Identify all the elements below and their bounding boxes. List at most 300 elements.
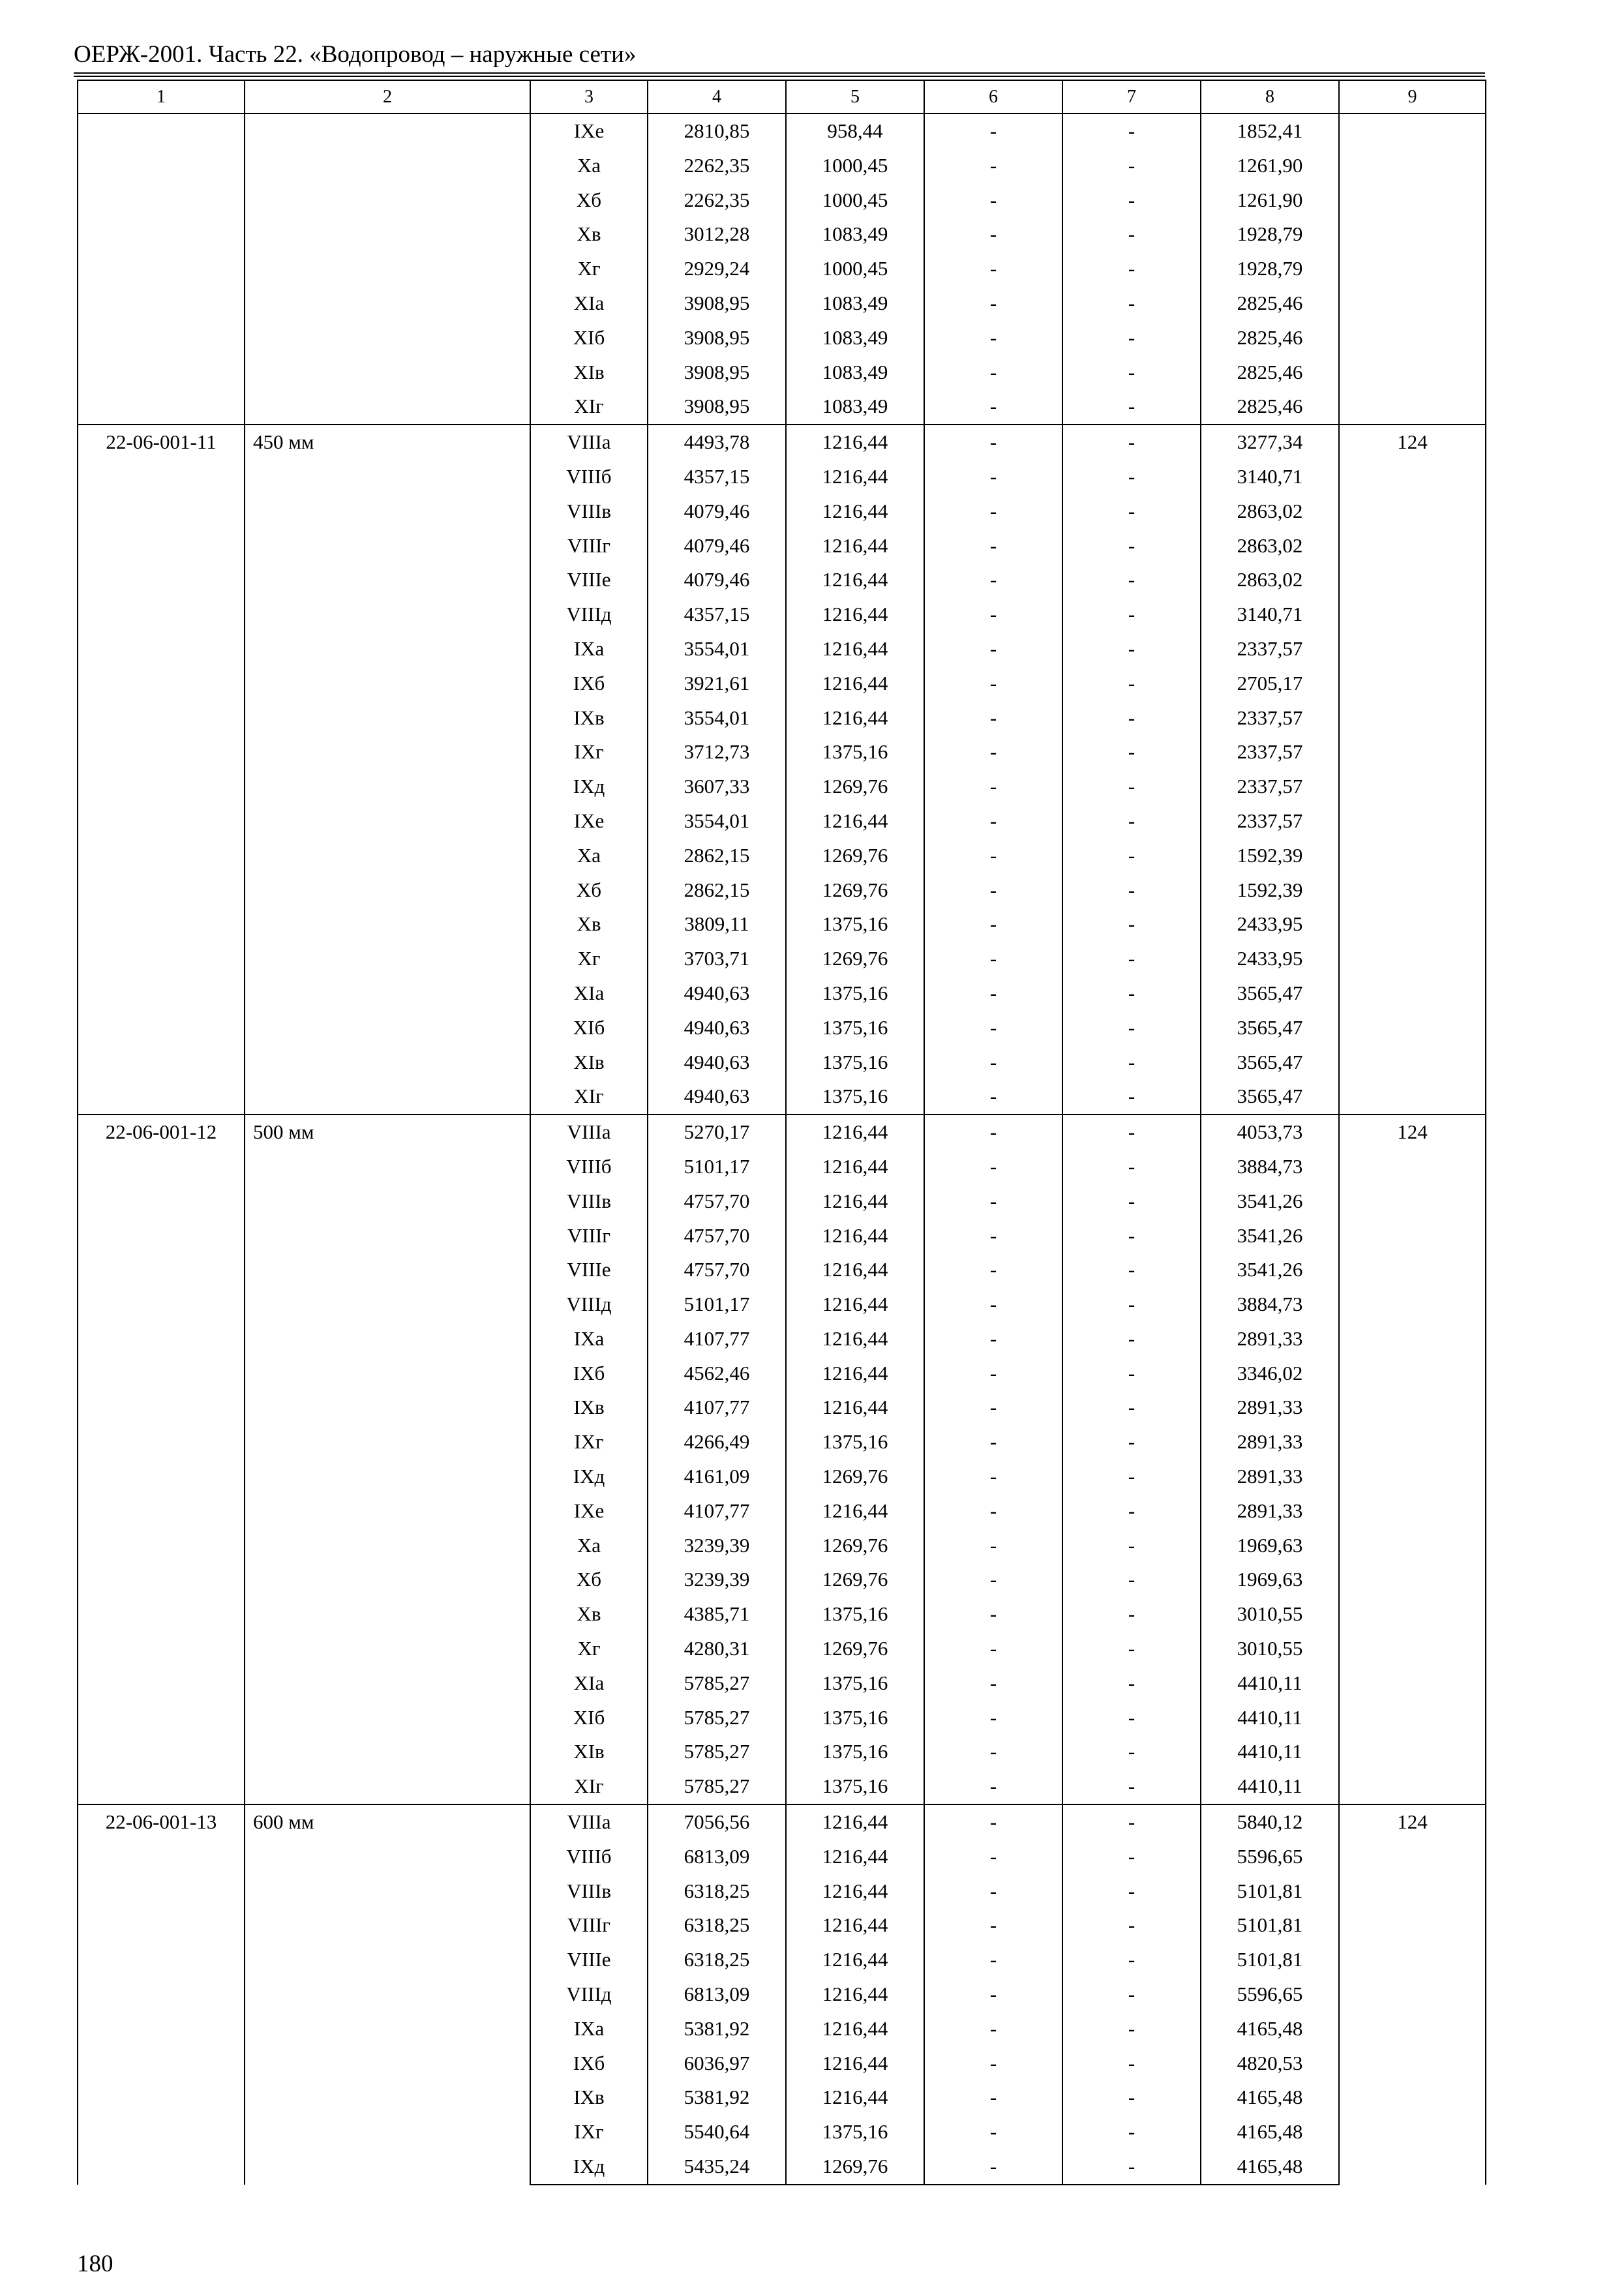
value-cell: - [1062,907,1201,942]
table-row [78,1115,1486,1150]
value-cell: 3239,39 [648,1529,786,1563]
zone-cell: VIIIд [530,1977,648,2012]
value-cell: - [1062,1322,1201,1356]
value-cell: 2891,33 [1201,1322,1339,1356]
value-cell: - [924,597,1062,632]
value-cell: 4940,63 [648,1011,786,1045]
value-cell: 1083,49 [786,217,924,252]
value-cell: 1375,16 [786,1597,924,1632]
value-cell: 3565,47 [1201,1079,1339,1115]
zone-cell: IXа [530,632,648,666]
value-cell: - [924,286,1062,321]
value-cell: - [1062,113,1201,149]
value-cell: 3565,47 [1201,1011,1339,1045]
value-cell: 1592,39 [1201,873,1339,908]
value-cell: 1216,44 [786,804,924,839]
value-cell: - [1062,1356,1201,1391]
zone-cell: Xа [530,149,648,183]
value-cell: - [924,666,1062,701]
value-cell: 3703,71 [648,942,786,976]
value-cell: 3908,95 [648,355,786,390]
value-cell: 958,44 [786,113,924,149]
value-cell: 4165,48 [1201,2149,1339,2185]
value-cell: - [924,1908,1062,1943]
value-cell: 1375,16 [786,735,924,770]
value-cell: 2863,02 [1201,529,1339,563]
value-cell: 4410,11 [1201,1735,1339,1769]
value-cell: 3346,02 [1201,1356,1339,1391]
value-cell: - [1062,1425,1201,1459]
table-body [78,80,1486,2185]
zone-cell: IXг [530,2115,648,2149]
value-cell: 1269,76 [786,770,924,804]
value-cell: - [1062,286,1201,321]
zone-cell: IXб [530,666,648,701]
column-number: 7 [1062,80,1201,113]
value-cell: 1216,44 [786,701,924,736]
table-row [78,113,1486,149]
value-cell: 6318,25 [648,1908,786,1943]
zone-cell: Xг [530,252,648,286]
value-cell: - [1062,735,1201,770]
zone-cell: Xб [530,1563,648,1597]
value-cell: - [924,1459,1062,1494]
value-cell: 5596,65 [1201,1840,1339,1874]
zone-cell: IXе [530,804,648,839]
value-cell: 4107,77 [648,1494,786,1529]
value-cell: 2825,46 [1201,321,1339,355]
value-cell: 3541,26 [1201,1184,1339,1219]
value-cell: - [924,1735,1062,1769]
value-cell: 1216,44 [786,1494,924,1529]
value-cell: 4079,46 [648,529,786,563]
value-cell: - [1062,1011,1201,1045]
value-cell: - [924,1287,1062,1322]
value-cell: - [924,2080,1062,2115]
zone-cell: XIв [530,1045,648,1080]
value-cell: 3277,34 [1201,425,1339,460]
value-cell: - [1062,1390,1201,1425]
value-cell: 1375,16 [786,976,924,1011]
value-cell: - [924,701,1062,736]
column-number: 1 [78,80,245,113]
zone-cell: IXа [530,2012,648,2046]
value-cell: - [1062,1529,1201,1563]
value-cell: 4053,73 [1201,1115,1339,1150]
value-cell: - [924,1079,1062,1115]
value-cell: 1969,63 [1201,1563,1339,1597]
value-cell: - [924,389,1062,425]
value-cell: 1083,49 [786,286,924,321]
value-cell: - [1062,1977,1201,2012]
value-cell: - [1062,529,1201,563]
value-cell: - [1062,1287,1201,1322]
value-cell: - [924,1597,1062,1632]
value-cell: - [1062,355,1201,390]
value-cell: - [924,1769,1062,1804]
zone-cell: Xг [530,1632,648,1666]
value-cell: - [924,1632,1062,1666]
value-cell: - [1062,389,1201,425]
value-cell: - [924,1874,1062,1909]
value-cell: 5540,64 [648,2115,786,2149]
value-cell: 4410,11 [1201,1701,1339,1735]
zone-cell: IXв [530,701,648,736]
value-cell: 4107,77 [648,1390,786,1425]
value-cell: 3010,55 [1201,1632,1339,1666]
zone-cell: VIIIа [530,425,648,460]
zone-cell: VIIIв [530,494,648,529]
value-cell: - [1062,1563,1201,1597]
zone-cell: VIIIа [530,1804,648,1840]
zone-cell: VIIIб [530,1150,648,1184]
value-cell: 5101,81 [1201,1874,1339,1909]
value-cell: - [924,529,1062,563]
value-cell: - [924,2046,1062,2081]
value-cell: 1928,79 [1201,252,1339,286]
value-cell: 3554,01 [648,632,786,666]
rate-code: 22-06-001-13 [78,1804,245,2185]
rate-code [78,113,245,425]
zone-cell: Xб [530,873,648,908]
value-cell: 1083,49 [786,321,924,355]
value-cell: 2337,57 [1201,632,1339,666]
value-cell: - [924,1011,1062,1045]
value-cell: 2433,95 [1201,942,1339,976]
zone-cell: VIIIб [530,460,648,494]
zone-cell: VIIIд [530,597,648,632]
column-number: 6 [924,80,1062,113]
value-cell: - [1062,1943,1201,1977]
zone-cell: XIа [530,1666,648,1701]
zone-cell: XIб [530,321,648,355]
value-cell: 1216,44 [786,1804,924,1840]
value-cell: 4079,46 [648,563,786,597]
value-cell: - [924,1184,1062,1219]
value-cell: 4165,48 [1201,2115,1339,2149]
value-cell: 1375,16 [786,1701,924,1735]
value-cell: 4493,78 [648,425,786,460]
zone-cell: VIIIв [530,1874,648,1909]
value-cell: 1216,44 [786,2012,924,2046]
value-cell: - [1062,1219,1201,1253]
value-cell: 4820,53 [1201,2046,1339,2081]
value-cell: - [924,632,1062,666]
value-cell: 4940,63 [648,976,786,1011]
pipe-diameter: 600 мм [245,1804,530,2185]
table-row [78,425,1486,460]
zone-cell: XIг [530,389,648,425]
value-cell: 1216,44 [786,2080,924,2115]
norm-value [1339,113,1486,425]
value-cell: 4357,15 [648,597,786,632]
value-cell: - [924,1356,1062,1391]
value-cell: 5840,12 [1201,1804,1339,1840]
value-cell: 1216,44 [786,460,924,494]
value-cell: - [924,1253,1062,1287]
value-cell: 1216,44 [786,1977,924,2012]
value-cell: - [924,2115,1062,2149]
value-cell: 2891,33 [1201,1390,1339,1425]
zone-cell: Xг [530,942,648,976]
value-cell: 5785,27 [648,1666,786,1701]
value-cell: 3554,01 [648,701,786,736]
value-cell: - [924,1322,1062,1356]
zone-cell: XIг [530,1079,648,1115]
value-cell: 1000,45 [786,252,924,286]
value-cell: - [1062,1840,1201,1874]
value-cell: 2825,46 [1201,389,1339,425]
value-cell: - [924,735,1062,770]
zone-cell: Xа [530,839,648,873]
value-cell: 5596,65 [1201,1977,1339,2012]
norm-value: 124 [1339,1115,1486,1804]
zone-cell: IXа [530,1322,648,1356]
zone-cell: Xв [530,217,648,252]
value-cell: 3921,61 [648,666,786,701]
value-cell: - [924,563,1062,597]
value-cell: - [924,770,1062,804]
value-cell: 2863,02 [1201,563,1339,597]
value-cell: 1969,63 [1201,1529,1339,1563]
value-cell: 3607,33 [648,770,786,804]
value-cell: - [1062,1804,1201,1840]
zone-cell: IXе [530,1494,648,1529]
value-cell: 2891,33 [1201,1425,1339,1459]
value-cell: 4079,46 [648,494,786,529]
value-cell: - [924,873,1062,908]
rate-code: 22-06-001-11 [78,425,245,1115]
value-cell: 4757,70 [648,1219,786,1253]
value-cell: 1216,44 [786,529,924,563]
value-cell: 2705,17 [1201,666,1339,701]
value-cell: 1216,44 [786,1943,924,1977]
value-cell: 5785,27 [648,1735,786,1769]
value-cell: - [1062,2115,1201,2149]
zone-cell: Xа [530,1529,648,1563]
value-cell: - [1062,873,1201,908]
value-cell: 4280,31 [648,1632,786,1666]
value-cell: - [924,217,1062,252]
value-cell: - [1062,1666,1201,1701]
value-cell: - [924,321,1062,355]
value-cell: 1216,44 [786,666,924,701]
header-rule [74,76,1485,77]
value-cell: 1216,44 [786,1356,924,1391]
value-cell: 2862,15 [648,839,786,873]
value-cell: 2337,57 [1201,701,1339,736]
value-cell: - [1062,1150,1201,1184]
value-cell: - [924,1804,1062,1840]
value-cell: 1269,76 [786,1563,924,1597]
value-cell: 1269,76 [786,1529,924,1563]
value-cell: 4165,48 [1201,2012,1339,2046]
value-cell: - [1062,2046,1201,2081]
pipe-diameter: 500 мм [245,1115,530,1804]
value-cell: - [1062,2080,1201,2115]
value-cell: 4940,63 [648,1079,786,1115]
value-cell: - [924,1977,1062,2012]
column-number: 4 [648,80,786,113]
value-cell: 5101,81 [1201,1943,1339,1977]
value-cell: - [1062,804,1201,839]
page-number: 180 [77,2251,113,2277]
zone-cell: XIб [530,1011,648,1045]
header-rule [74,72,1485,74]
value-cell: - [924,113,1062,149]
value-cell: 2862,15 [648,873,786,908]
zone-cell: VIIIг [530,1219,648,1253]
value-cell: - [924,1045,1062,1080]
value-cell: - [924,2012,1062,2046]
value-cell: - [1062,149,1201,183]
value-cell: 1269,76 [786,1632,924,1666]
value-cell: 1216,44 [786,1184,924,1219]
value-cell: 5101,81 [1201,1908,1339,1943]
value-cell: - [924,355,1062,390]
value-cell: 1216,44 [786,425,924,460]
value-cell: - [1062,632,1201,666]
zone-cell: VIIIв [530,1184,648,1219]
pipe-diameter [245,113,530,425]
norm-value: 124 [1339,425,1486,1115]
value-cell: 1083,49 [786,355,924,390]
value-cell: 1261,90 [1201,149,1339,183]
value-cell: 1216,44 [786,1150,924,1184]
value-cell: 1216,44 [786,1115,924,1150]
value-cell: 1928,79 [1201,217,1339,252]
zone-cell: XIв [530,355,648,390]
value-cell: 4940,63 [648,1045,786,1080]
column-number: 2 [245,80,530,113]
value-cell: 1375,16 [786,1425,924,1459]
value-cell: 5785,27 [648,1769,786,1804]
value-cell: 3884,73 [1201,1287,1339,1322]
value-cell: 3884,73 [1201,1150,1339,1184]
value-cell: 2825,46 [1201,286,1339,321]
value-cell: - [1062,217,1201,252]
zone-cell: IXв [530,2080,648,2115]
value-cell: - [1062,563,1201,597]
zone-cell: XIг [530,1769,648,1804]
value-cell: 3908,95 [648,321,786,355]
value-cell: 6813,09 [648,1840,786,1874]
value-cell: 1375,16 [786,1735,924,1769]
value-cell: 1216,44 [786,597,924,632]
value-cell: - [1062,701,1201,736]
value-cell: - [924,1529,1062,1563]
value-cell: - [924,907,1062,942]
value-cell: - [1062,1769,1201,1804]
value-cell: 5101,17 [648,1287,786,1322]
zone-cell: IXе [530,113,648,149]
column-number: 9 [1339,80,1486,113]
value-cell: - [924,1425,1062,1459]
value-cell: 1000,45 [786,149,924,183]
zone-cell: VIIIг [530,1908,648,1943]
zone-cell: XIа [530,286,648,321]
value-cell: 4410,11 [1201,1769,1339,1804]
value-cell: 6036,97 [648,2046,786,2081]
value-cell: 1083,49 [786,389,924,425]
value-cell: - [1062,321,1201,355]
value-cell: 2863,02 [1201,494,1339,529]
value-cell: 2929,24 [648,252,786,286]
zone-cell: VIIIе [530,1253,648,1287]
value-cell: - [924,976,1062,1011]
zone-cell: VIIIе [530,563,648,597]
value-cell: - [924,183,1062,218]
value-cell: 5101,17 [648,1150,786,1184]
value-cell: 1000,45 [786,183,924,218]
value-cell: 2337,57 [1201,735,1339,770]
zone-cell: VIIIа [530,1115,648,1150]
value-cell: - [924,425,1062,460]
value-cell: - [924,1840,1062,1874]
value-cell: - [924,1390,1062,1425]
zone-cell: Xв [530,907,648,942]
value-cell: 6318,25 [648,1874,786,1909]
column-number: 8 [1201,80,1339,113]
value-cell: - [1062,1253,1201,1287]
value-cell: - [924,804,1062,839]
value-cell: 1269,76 [786,2149,924,2185]
value-cell: - [1062,1045,1201,1080]
value-cell: 4410,11 [1201,1666,1339,1701]
column-number: 5 [786,80,924,113]
value-cell: 2337,57 [1201,804,1339,839]
value-cell: - [1062,1115,1201,1150]
value-cell: 3908,95 [648,389,786,425]
zone-cell: Xв [530,1597,648,1632]
zone-cell: VIIIе [530,1943,648,1977]
pipe-diameter: 450 мм [245,425,530,1115]
value-cell: 5381,92 [648,2080,786,2115]
value-cell: - [924,1219,1062,1253]
value-cell: 1216,44 [786,1219,924,1253]
value-cell: 4757,70 [648,1253,786,1287]
value-cell: - [924,1701,1062,1735]
value-cell: 1375,16 [786,1011,924,1045]
value-cell: 2891,33 [1201,1459,1339,1494]
value-cell: 6318,25 [648,1943,786,1977]
value-cell: 1375,16 [786,907,924,942]
value-cell: - [1062,839,1201,873]
value-cell: 1216,44 [786,1322,924,1356]
value-cell: - [924,494,1062,529]
value-cell: - [1062,666,1201,701]
value-cell: - [1062,2149,1201,2185]
value-cell: 1261,90 [1201,183,1339,218]
value-cell: - [924,1494,1062,1529]
value-cell: - [1062,1632,1201,1666]
norm-value: 124 [1339,1804,1486,2185]
column-number: 3 [530,80,648,113]
value-cell: 3140,71 [1201,460,1339,494]
value-cell: - [1062,1908,1201,1943]
value-cell: 3239,39 [648,1563,786,1597]
value-cell: 3012,28 [648,217,786,252]
value-cell: 2810,85 [648,113,786,149]
value-cell: 5381,92 [648,2012,786,2046]
value-cell: 1216,44 [786,1390,924,1425]
value-cell: - [1062,1597,1201,1632]
table-row [78,1804,1486,1840]
value-cell: 6813,09 [648,1977,786,2012]
value-cell: - [1062,183,1201,218]
zone-cell: IXд [530,770,648,804]
value-cell: 1216,44 [786,1874,924,1909]
